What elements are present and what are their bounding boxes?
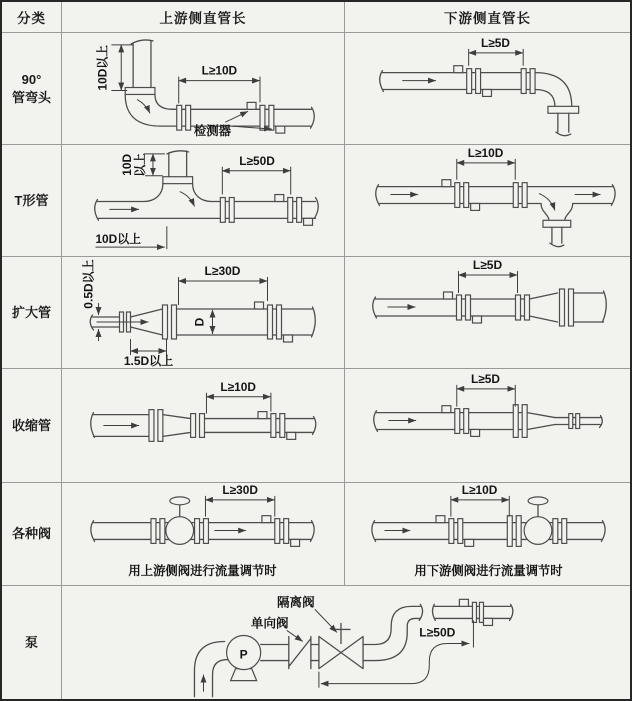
category-elbow-line2: 管弯头 <box>11 89 51 105</box>
reducer-upstream-cell <box>62 369 345 483</box>
tee-upstream-cell <box>62 145 345 257</box>
flow-meter <box>442 405 527 438</box>
inlet-pipe <box>194 641 227 696</box>
length-dimension <box>457 146 515 180</box>
elbow-down <box>535 73 579 136</box>
length-dimension <box>205 483 274 517</box>
tee-upstream-diagram <box>62 145 344 256</box>
upstream-length-label: L≥30D <box>204 264 241 278</box>
downstream-length-label: L≥5D <box>471 371 500 386</box>
valve-downstream-cell <box>345 483 630 586</box>
pipe <box>372 521 605 542</box>
inlet-dimension <box>95 226 166 249</box>
cone-label: 1.5D以上 <box>123 354 174 368</box>
cone-dimension <box>124 339 173 368</box>
flow-meter <box>454 66 535 97</box>
isolation-valve-symbol <box>319 623 363 668</box>
flow-meter <box>258 412 296 440</box>
check-valve-label: 单向阀 <box>250 616 289 631</box>
category-tee-label: T形管 <box>14 192 49 208</box>
pump-length-label: L≥50D <box>419 625 456 640</box>
category-pump <box>2 586 62 699</box>
category-pump-label: 泵 <box>24 634 38 650</box>
upstream-length-label: L≥50D <box>239 153 275 168</box>
length-dimension <box>459 258 518 293</box>
meter-pipe <box>433 599 513 625</box>
mid-pipe <box>311 645 319 661</box>
downstream-valve-caption: 用下游侧阀进行流量调节时 <box>414 564 563 579</box>
horizontal-pipe <box>161 107 314 128</box>
upstream-length-label: L≥10D <box>201 63 238 78</box>
flow-meter <box>220 195 312 226</box>
category-elbow-line1: 90° <box>21 71 42 87</box>
length-dimension <box>457 372 515 407</box>
downstream-length-label: L≥10D <box>461 483 498 497</box>
header-category-label: 分类 <box>17 11 46 26</box>
upstream-length-label: L≥30D <box>222 483 258 497</box>
flow-meter <box>262 516 300 547</box>
length-dimension <box>469 36 524 66</box>
check-valve-symbol <box>289 636 311 668</box>
branch-down <box>539 194 573 247</box>
length-dimension <box>222 154 290 195</box>
length-dimension <box>206 380 270 414</box>
pump-letter: P <box>239 647 248 662</box>
downstream-length-label: L≥5D <box>472 258 503 272</box>
reducer-downstream-diagram <box>345 369 630 482</box>
flow-meter <box>444 292 530 323</box>
pump-diagram-cell <box>62 586 630 699</box>
reducer-upstream-diagram <box>62 369 344 482</box>
elbow-upstream-diagram <box>62 33 344 144</box>
category-expander-label: 扩大管 <box>11 304 51 320</box>
outlet-pipe <box>261 645 289 661</box>
valve-upstream-diagram <box>62 483 344 585</box>
elbow-upstream-cell <box>62 33 345 145</box>
elbow-downstream-cell <box>345 33 630 145</box>
flow-meter <box>436 516 521 547</box>
tee-downstream-diagram <box>345 145 630 256</box>
main-pipe <box>95 192 319 221</box>
tee-downstream-cell <box>345 145 630 257</box>
length-dimension <box>179 64 260 104</box>
expander-downstream-diagram <box>345 257 630 368</box>
expander-upstream-diagram <box>62 257 344 368</box>
branch-height-label: 10D以上 <box>120 152 148 177</box>
contraction-cone <box>527 413 602 430</box>
step-label: 0.5D以上 <box>81 259 96 309</box>
header-upstream-cell <box>62 2 345 33</box>
upstream-valve-caption: 用上游侧阀进行流量调节时 <box>128 564 277 579</box>
inlet-length-label: 10D以上 <box>95 232 142 247</box>
header-downstream-label: 下游侧直管长 <box>444 11 531 26</box>
big-pipe <box>91 410 163 442</box>
elbow-bend <box>125 94 173 126</box>
diameter-label: D <box>192 317 207 327</box>
elbow-height-label: 10D以上 <box>95 44 110 91</box>
pipe <box>373 297 530 318</box>
pipe <box>374 411 527 432</box>
length-dimension <box>179 264 268 305</box>
header-downstream-cell <box>345 2 630 33</box>
header-upstream-label: 上游侧直管长 <box>159 11 247 26</box>
contraction-cone <box>163 414 205 438</box>
step-dimension <box>81 259 99 341</box>
length-dimension <box>451 483 509 517</box>
category-valve-label: 各种阀 <box>11 526 51 542</box>
flow-meter <box>442 180 527 211</box>
expander-upstream-cell <box>62 257 345 369</box>
horizontal-pipe <box>380 71 535 92</box>
check-valve-callout <box>251 615 303 641</box>
header-category-cell <box>2 2 62 33</box>
pump-symbol <box>227 635 261 680</box>
category-reducer-label: 收缩管 <box>11 417 51 433</box>
category-tee <box>2 145 62 257</box>
branch-dimension <box>120 153 165 177</box>
flow-meter <box>255 302 293 342</box>
detector-label: 检测器 <box>193 124 231 139</box>
height-dimension <box>95 45 133 91</box>
downstream-length-label: L≥10D <box>467 145 504 160</box>
valve-downstream-diagram <box>345 483 630 585</box>
main-pipe <box>376 185 615 206</box>
category-expander <box>2 257 62 369</box>
category-valve <box>2 483 62 586</box>
small-pipe <box>204 417 315 435</box>
reducer-downstream-cell <box>345 369 630 483</box>
riser-pipe <box>363 604 422 660</box>
expansion-cone <box>530 289 607 326</box>
elbow-downstream-diagram <box>345 33 630 144</box>
upstream-length-label: L≥10D <box>220 379 256 394</box>
pipe <box>91 521 314 542</box>
downstream-length-label: L≥5D <box>480 35 510 50</box>
globe-valve <box>151 497 208 545</box>
pump-diagram <box>62 586 630 699</box>
isolation-valve-label: 隔离阀 <box>277 595 315 610</box>
expander-downstream-cell <box>345 257 630 369</box>
diameter-dimension <box>193 310 213 334</box>
valve-upstream-cell <box>62 483 345 586</box>
vertical-inlet-pipe <box>125 40 155 95</box>
category-elbow <box>2 33 62 145</box>
category-reducer <box>2 369 62 483</box>
globe-valve <box>524 497 567 545</box>
